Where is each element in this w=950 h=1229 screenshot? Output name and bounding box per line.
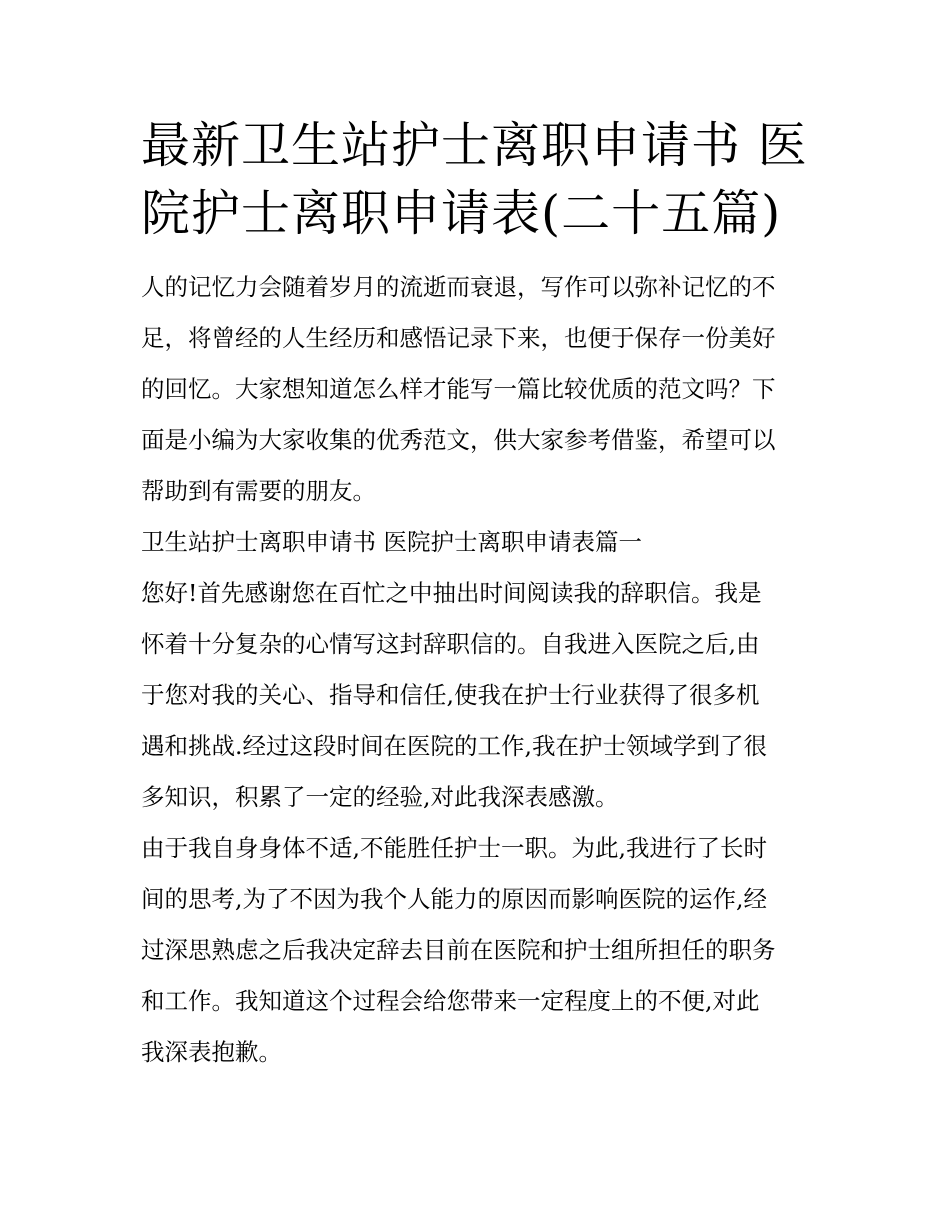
body-line: 过深思熟虑之后我决定辞去目前在医院和护士组所担任的职务 [141,936,776,964]
body-line: 遇和挑战.经过这段时间在医院的工作,我在护士领域学到了很 [141,732,767,760]
body-line: 您好!首先感谢您在百忙之中抽出时间阅读我的辞职信。我是 [141,579,762,607]
body-line: 怀着十分复杂的心情写这封辞职信的。自我进入医院之后,由 [141,630,760,658]
body-line: 于您对我的关心、指导和信任,使我在护士行业获得了很多机 [141,681,760,709]
body-line: 的回忆。大家想知道怎么样才能写一篇比较优质的范文吗？下 [141,375,776,403]
body-line: 足，将曾经的人生经历和感悟记录下来，也便于保存一份美好 [141,324,776,352]
document-title [141,112,813,248]
body-line: 间的思考,为了不因为我个人能力的原因而影响医院的运作,经 [141,885,767,913]
body-line: 和工作。我知道这个过程会给您带来一定程度上的不便,对此 [141,987,760,1015]
title-line: 最新卫生站护士离职申请书 医 [141,117,808,174]
document-body [141,262,813,1078]
body-line: 由于我自身身体不适,不能胜任护士一职。为此,我进行了长时 [141,834,767,862]
title-line: 院护士离职申请表(二十五篇) [141,185,782,242]
body-line: 我深表抱歉。 [141,1038,282,1066]
body-line: 帮助到有需要的朋友。 [141,477,376,505]
body-line: 多知识，积累了一定的经验,对此我深表感激。 [141,783,619,811]
body-line: 面是小编为大家收集的优秀范文，供大家参考借鉴，希望可以 [141,426,776,454]
document-page [141,112,813,1078]
body-line: 人的记忆力会随着岁月的流逝而衰退，写作可以弥补记忆的不 [141,273,776,301]
section-heading: 卫生站护士离职申请书 医院护士离职申请表篇一 [141,528,642,556]
